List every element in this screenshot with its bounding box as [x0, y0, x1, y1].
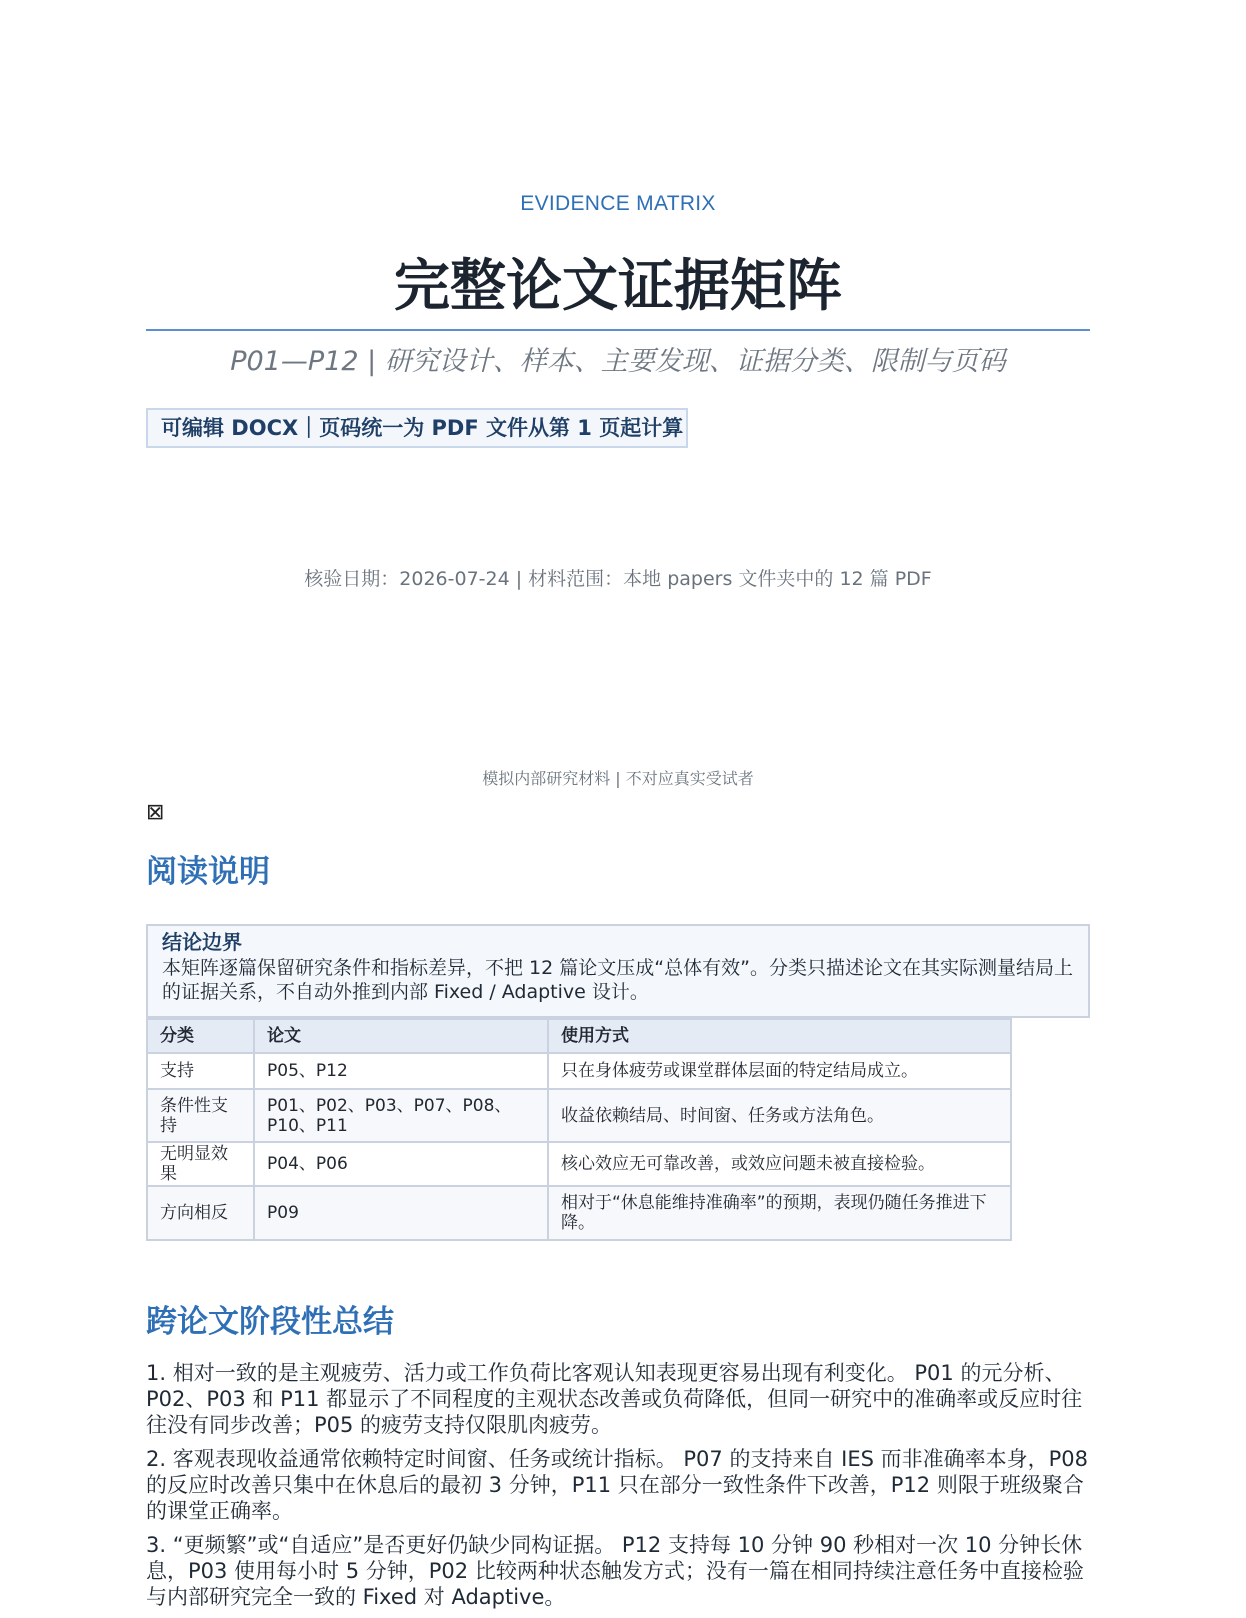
table-row	[147, 1186, 1011, 1240]
document-subtitle: P01—P12 | 研究设计、样本、主要发现、证据分类、限制与页码	[230, 346, 1006, 377]
table-cell: P04、P06	[254, 1142, 548, 1186]
callout-title: 结论边界	[162, 930, 242, 954]
summary-item: 3. “更频繁”或“自适应”是否更好仍缺少同构证据。 P12 支持每 10 分钟 90 秒相对一次 10 分钟长休息，P03 使用每小时 5 分钟，P02 比较两种状态触发方式；没有一篇在相同持续注意任务中直接检验与内部研究完全一致的 Fixed 对 Adaptive。	[146, 1533, 1084, 1609]
table-cell: 条件性支持	[147, 1089, 254, 1142]
conclusion-boundary-callout	[146, 924, 1090, 1018]
reading-heading: 阅读说明	[146, 854, 270, 890]
table-cell: 无明显效果	[147, 1142, 254, 1186]
document-page	[146, 0, 1090, 1609]
table-cell: 支持	[147, 1053, 254, 1089]
missing-image-icon: ⊠	[146, 800, 165, 825]
summary-heading: 跨论文阶段性总结	[146, 1304, 394, 1340]
table-cell: 方向相反	[147, 1186, 254, 1240]
table-cell: P05、P12	[254, 1053, 548, 1089]
document-title: 完整论文证据矩阵	[394, 254, 842, 319]
summary-item: 1. 相对一致的是主观疲劳、活力或工作负荷比客观认知表现更容易出现有利变化。 P01 的元分析、P02、P03 和 P11 都显示了不同程度的主观状态改善或负荷降低，但同一研究中的准确率或反应时往往没有同步改善；P05 的疲劳支持仅限肌肉疲劳。	[146, 1361, 1083, 1437]
callout-body: 本矩阵逐篇保留研究条件和指标差异，不把 12 篇论文压成“总体有效”。分类只描述论文在其实际测量结局上的证据关系，不自动外推到内部 Fixed / Adaptive 设计。	[162, 957, 1073, 1003]
table-header-cell: 分类	[147, 1019, 254, 1053]
table-row	[147, 1089, 1011, 1142]
title-divider	[146, 329, 1090, 331]
table-cell: 收益依赖结局、时间窗、任务或方法角色。	[548, 1089, 1011, 1142]
format-note-box: 可编辑 DOCX｜页码统一为 PDF 文件从第 1 页起计算	[146, 408, 688, 448]
eyebrow-label: EVIDENCE MATRIX	[520, 192, 716, 215]
disclaimer-text: 模拟内部研究材料 | 不对应真实受试者	[482, 769, 754, 788]
table-cell: 只在身体疲劳或课堂群体层面的特定结局成立。	[548, 1053, 1011, 1089]
table-cell: 相对于“休息能维持准确率”的预期，表现仍随任务推进下降。	[548, 1186, 1011, 1240]
verification-meta: 核验日期：2026-07-24 | 材料范围：本地 papers 文件夹中的 12 篇 PDF	[304, 568, 932, 590]
summary-list	[146, 1360, 1090, 1618]
table-header-row	[147, 1019, 1011, 1053]
summary-item: 2. 客观表现收益通常依赖特定时间窗、任务或统计指标。 P07 的支持来自 IES 而非准确率本身，P08 的反应时改善只集中在休息后的最初 3 分钟，P11 只在部分一致性条件下改善，P12 则限于班级聚合的课堂正确率。	[146, 1447, 1088, 1523]
table-cell: P09	[254, 1186, 548, 1240]
classification-table	[146, 1018, 1012, 1241]
table-row	[147, 1053, 1011, 1089]
table-header-cell: 使用方式	[548, 1019, 1011, 1053]
table-header-cell: 论文	[254, 1019, 548, 1053]
table-cell: 核心效应无可靠改善，或效应问题未被直接检验。	[548, 1142, 1011, 1186]
table-cell: P01、P02、P03、P07、P08、P10、P11	[254, 1089, 548, 1142]
table-row	[147, 1142, 1011, 1186]
